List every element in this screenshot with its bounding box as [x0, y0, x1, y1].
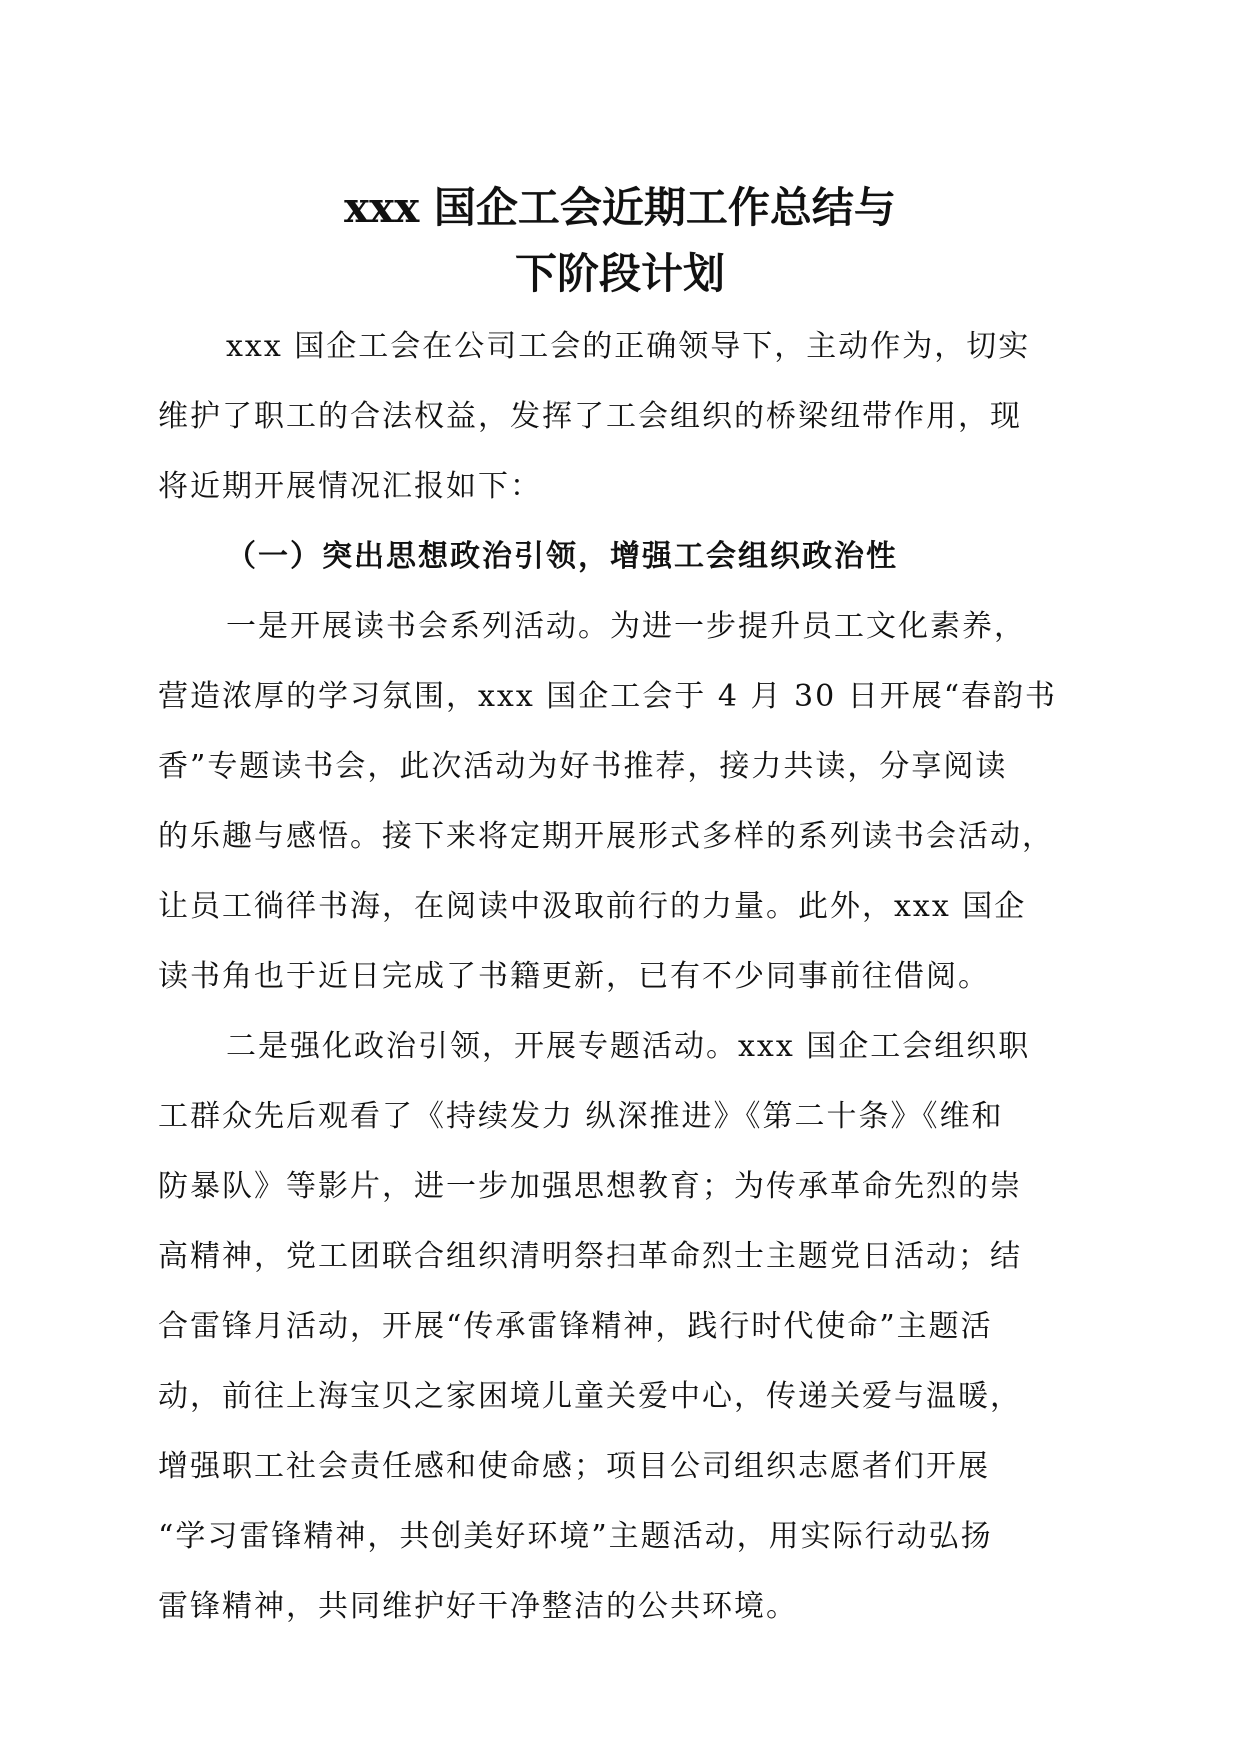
- paragraph-1-line: 读书角也于近日完成了书籍更新，已有不少同事前往借阅。: [158, 959, 990, 994]
- document-title-line-1: xxx 国企工会近期工作总结与: [344, 183, 896, 232]
- paragraph-2-line: 合雷锋月活动，开展“传承雷锋精神，践行时代使命”主题活: [158, 1309, 993, 1344]
- section-heading-1: （一）突出思想政治引领，增强工会组织政治性: [226, 539, 898, 574]
- paragraph-1-line: 让员工徜徉书海，在阅读中汲取前行的力量。此外，xxx 国企: [158, 889, 1027, 924]
- intro-paragraph-line: 维护了职工的合法权益，发挥了工会组织的桥梁纽带作用，现: [158, 399, 1022, 434]
- document-body: [158, 312, 1082, 1642]
- paragraph-1-line: 一是开展读书会系列活动。为进一步提升员工文化素养，: [226, 609, 1026, 644]
- intro-paragraph-line: xxx 国企工会在公司工会的正确领导下，主动作为，切实: [226, 329, 1031, 364]
- paragraph-2-line: “学习雷锋精神，共创美好环境”主题活动，用实际行动弘扬: [158, 1519, 993, 1554]
- paragraph-1-line: 营造浓厚的学习氛围，xxx 国企工会于 4 月 30 日开展“春韵书: [158, 679, 1058, 714]
- paragraph-2-line: 防暴队》等影片，进一步加强思想教育；为传承革命先烈的崇: [158, 1169, 1022, 1204]
- paragraph-2-line: 工群众先后观看了《持续发力 纵深推进》《第二十条》《维和: [158, 1099, 1004, 1134]
- paragraph-2-line: 二是强化政治引领，开展专题活动。xxx 国企工会组织职: [226, 1029, 1031, 1064]
- document-title-line-2: 下阶段计划: [514, 249, 725, 298]
- paragraph-1-line: 香”专题读书会，此次活动为好书推荐，接力共读，分享阅读: [158, 749, 1008, 784]
- paragraph-2-line: 高精神，党工团联合组织清明祭扫革命烈士主题党日活动；结: [158, 1239, 1022, 1274]
- paragraph-2-line: 动，前往上海宝贝之家困境儿童关爱中心，传递关爱与温暖，: [158, 1379, 1022, 1414]
- paragraph-2-line: 雷锋精神，共同维护好干净整洁的公共环境。: [158, 1589, 798, 1624]
- intro-paragraph-line: 将近期开展情况汇报如下：: [158, 469, 542, 504]
- paragraph-1-line: 的乐趣与感悟。接下来将定期开展形式多样的系列读书会活动，: [158, 819, 1054, 854]
- paragraph-2-line: 增强职工社会责任感和使命感；项目公司组织志愿者们开展: [158, 1449, 990, 1484]
